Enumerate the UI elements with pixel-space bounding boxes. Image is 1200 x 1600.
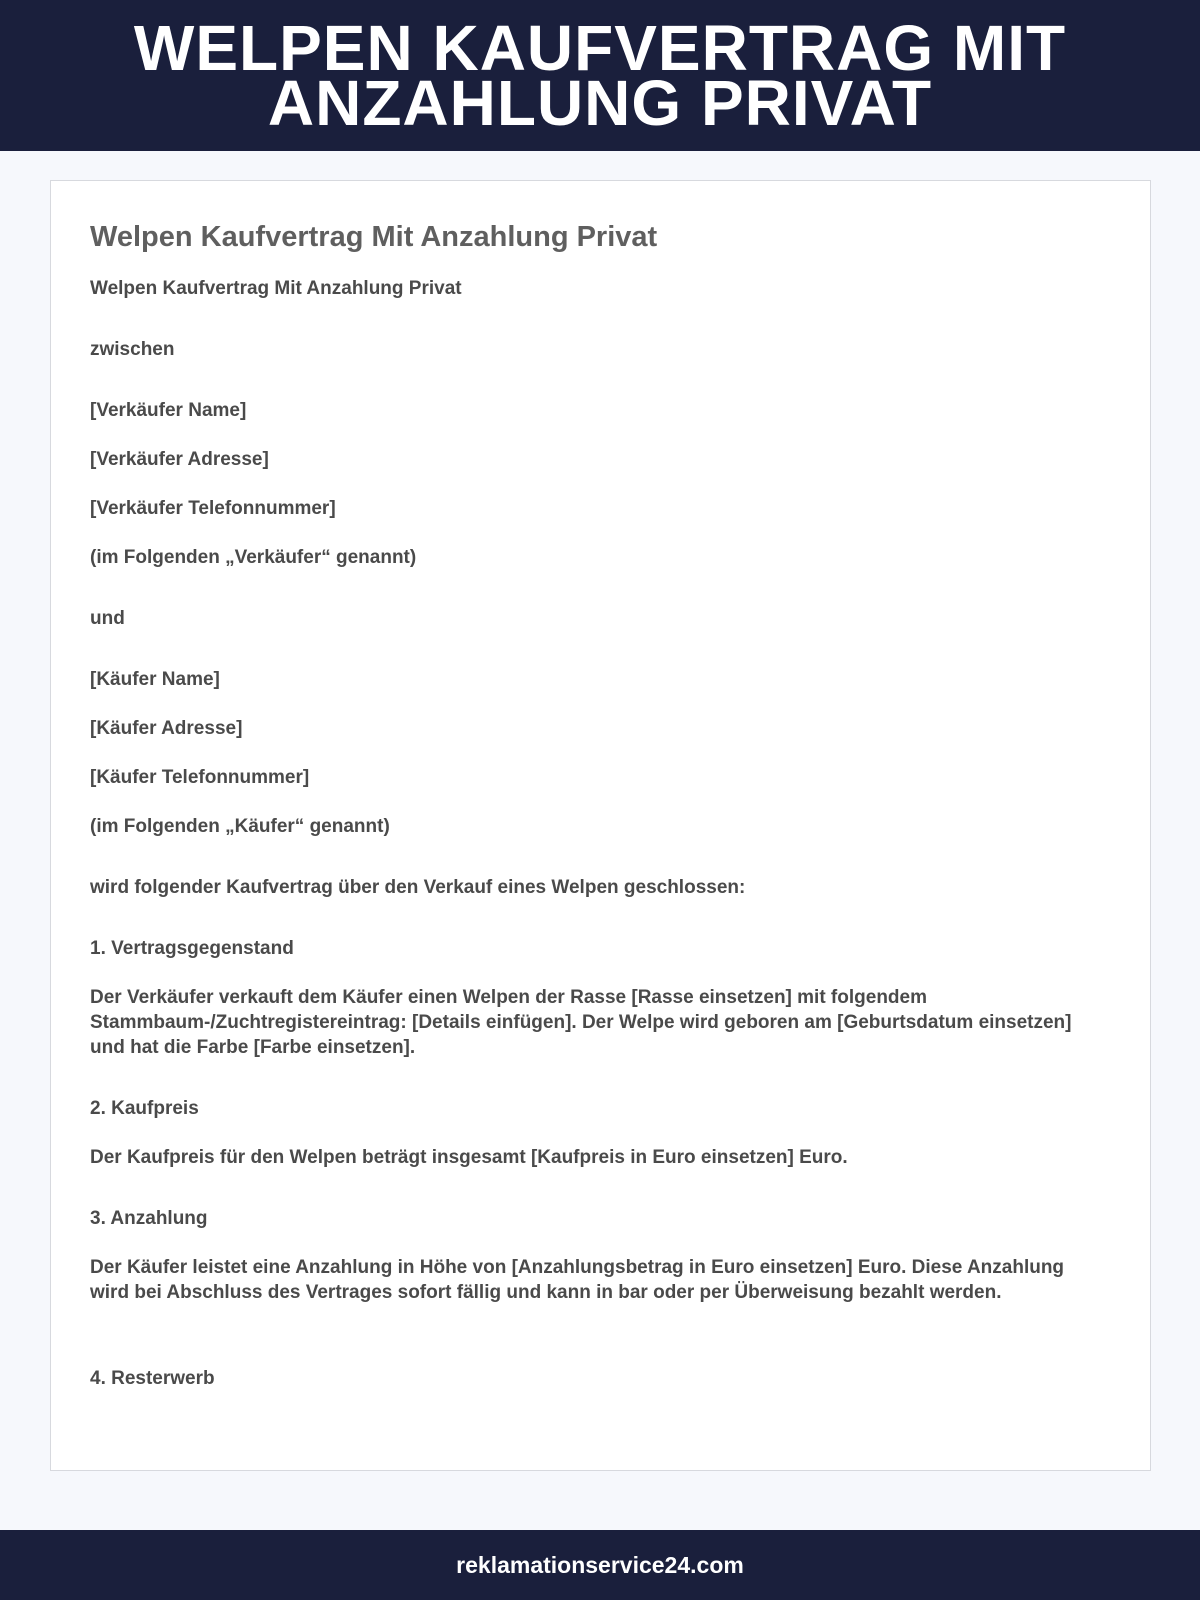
header-title: WELPEN KAUFVERTRAG MIT ANZAHLUNG PRIVAT — [133, 11, 1067, 139]
page-footer — [0, 1530, 1200, 1600]
section-text: Der Verkäufer verkauft dem Käufer einen Welpen der Rasse [Rasse einsetzen] mit folgendem Stammbaum-/Zuchtregistereintrag: [Details einfügen]. Der Welpe wird geboren am [Geburtsdatum einsetzen] und hat die Farbe [Farbe einsetzen]. — [90, 987, 1072, 1058]
section-heading: 4. Resterwerb — [90, 1368, 215, 1389]
section-text: Der Käufer leistet eine Anzahlung in Höhe von [Anzahlungsbetrag in Euro einsetzen] Euro. Diese Anzahlung wird bei Abschluss des Vertrages sofort fällig und kann in bar oder per Überweisung bezahlt werden. — [90, 1257, 1065, 1303]
seller-name: [Verkäufer Name] — [90, 400, 247, 421]
buyer-address: [Käufer Adresse] — [90, 718, 243, 739]
between-text: zwischen — [90, 339, 175, 360]
section-text: Der Kaufpreis für den Welpen beträgt insgesamt [Kaufpreis in Euro einsetzen] Euro. — [90, 1147, 848, 1168]
seller-address: [Verkäufer Adresse] — [90, 449, 269, 470]
document-card — [50, 180, 1151, 1471]
section-heading: 2. Kaufpreis — [90, 1098, 199, 1119]
document-title: Welpen Kaufvertrag Mit Anzahlung Privat — [90, 221, 658, 253]
section-heading: 3. Anzahlung — [90, 1208, 208, 1229]
buyer-phone: [Käufer Telefonnummer] — [90, 767, 310, 788]
seller-phone: [Verkäufer Telefonnummer] — [90, 498, 336, 519]
contract-intro: wird folgender Kaufvertrag über den Verkauf eines Welpen geschlossen: — [90, 877, 746, 898]
footer-site-link[interactable]: reklamationservice24.com — [456, 1551, 744, 1578]
buyer-note: (im Folgenden „Käufer“ genannt) — [90, 816, 390, 837]
seller-note: (im Folgenden „Verkäufer“ genannt) — [90, 547, 417, 568]
and-text: und — [90, 608, 125, 629]
document-subtitle: Welpen Kaufvertrag Mit Anzahlung Privat — [90, 278, 462, 299]
section-heading: 1. Vertragsgegenstand — [90, 938, 294, 959]
page-header — [0, 0, 1200, 151]
buyer-name: [Käufer Name] — [90, 669, 220, 690]
